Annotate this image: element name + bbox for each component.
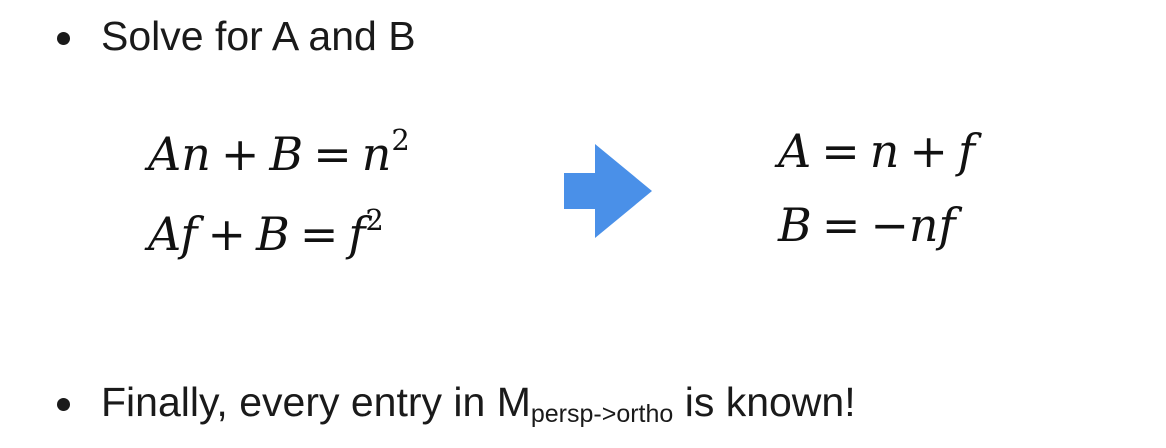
math-var: f xyxy=(957,124,975,178)
math-var: f xyxy=(180,207,198,261)
equation-right-2 xyxy=(778,198,956,252)
math-var: f xyxy=(348,207,366,261)
math-op: + xyxy=(909,124,948,178)
bullet-text: Solve for A and B xyxy=(101,13,416,59)
math-var: n xyxy=(908,198,939,252)
math-var: B xyxy=(778,198,812,252)
math-op: + xyxy=(207,207,246,261)
bullet-text-suffix: is known! xyxy=(673,379,856,425)
math-op: = xyxy=(313,127,352,181)
bullet-text xyxy=(101,379,856,428)
bullet-text-prefix: Finally, every entry in M xyxy=(101,379,531,425)
math-var: A xyxy=(148,127,182,181)
matrix-subscript: persp->ortho xyxy=(530,400,674,428)
right-arrow-icon xyxy=(562,142,654,240)
equation-left-2 xyxy=(148,203,384,261)
math-var: B xyxy=(256,207,290,261)
math-op: = xyxy=(299,207,339,261)
math-var: A xyxy=(148,207,181,261)
equation-right-1 xyxy=(778,124,975,178)
math-var: B xyxy=(269,127,304,181)
bullet-dot xyxy=(57,32,70,45)
math-exponent: 2 xyxy=(391,123,410,157)
math-op: − xyxy=(870,198,909,252)
math-op: + xyxy=(220,127,260,181)
math-var: n xyxy=(181,127,211,181)
equation-left-1 xyxy=(148,123,410,181)
math-var: f xyxy=(938,198,956,252)
bullet-dot xyxy=(57,398,70,411)
math-var: A xyxy=(778,124,812,178)
math-var: n xyxy=(361,127,392,181)
math-exponent: 2 xyxy=(365,203,384,237)
math-var: n xyxy=(869,124,900,178)
math-op: = xyxy=(821,124,860,178)
math-op: = xyxy=(821,198,861,252)
